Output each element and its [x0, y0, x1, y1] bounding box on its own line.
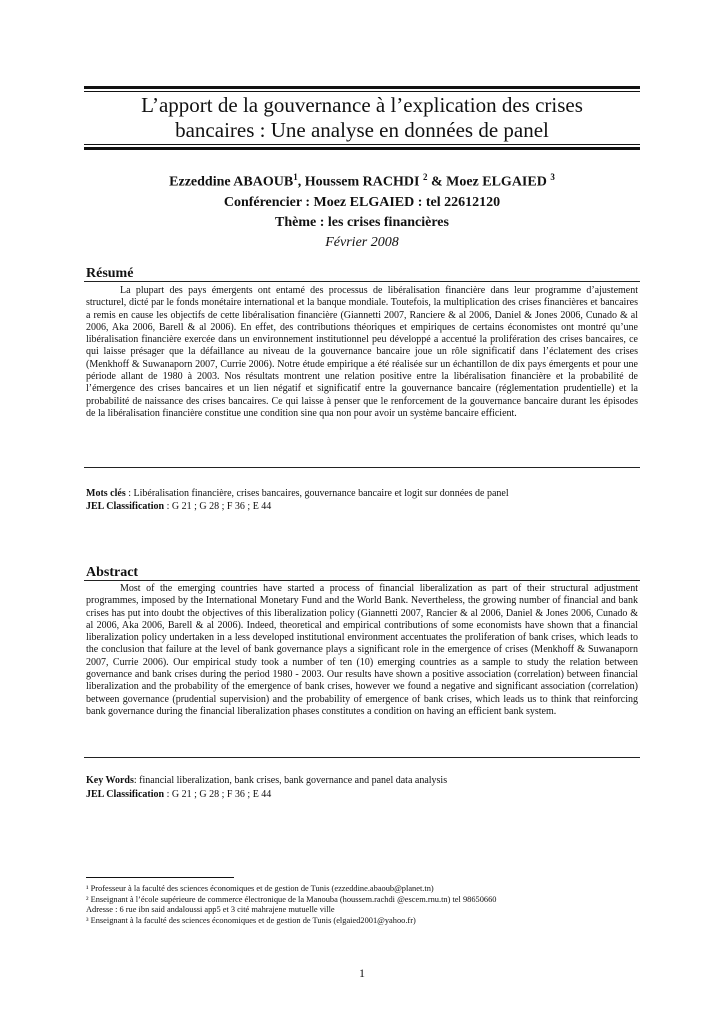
- jel-text: : G 21 ; G 28 ; F 36 ; E 44: [164, 501, 272, 512]
- page-title: [84, 93, 640, 143]
- jel-text: : G 21 ; G 28 ; F 36 ; E 44: [164, 789, 272, 800]
- author-line: [84, 167, 640, 193]
- footnote-item: ² Enseignant à l’école supérieure de commerce électronique de la Manouba (houssem.rachdi @escem.rnu.tn) tel 98650660: [86, 894, 497, 904]
- resume-heading: Résumé: [86, 266, 134, 281]
- author-footnote-mark: 3: [550, 172, 555, 182]
- resume-keywords: [86, 487, 638, 500]
- title-line-2: bancaires : Une analyse en données de panel: [175, 118, 549, 142]
- author-name: Ezzeddine ABAOUB: [169, 174, 294, 190]
- resume-bottom-rule: [84, 467, 640, 468]
- abstract-heading: Abstract: [86, 565, 139, 580]
- author-block: [84, 167, 640, 253]
- resume-heading-rule: [84, 281, 640, 282]
- author-name: , Houssem RACHDI: [297, 174, 420, 190]
- resume-paragraph: [86, 285, 638, 420]
- keywords-text: : financial liberalization, bank crises, bank governance and panel data analysis: [133, 775, 448, 786]
- title-line-1: L’apport de la gouvernance à l’explication des crises: [141, 93, 583, 117]
- abstract-keywords: [86, 774, 638, 787]
- jel-label: JEL Classification: [86, 501, 165, 512]
- abstract-text: Most of the emerging countries have started a process of financial liberalization as part of their structural adjustment programmes, imposed by the International Monetary Fund and the World Bank. Nevertheless, the growing number of financial and bank crises has put into doubt the objectives of this liberalization policy (Giannetti 2007, Rancier & al 2006, Daniel & Jones 2006, Cunado & al 2006, Aka 2006, Barell & al 2006). Indeed, theoretical and empirical contributions of some economists have shown that a financial liberalization policy undertaken in a less developed institutional environment accentuates the proliferation of bank crises, which leads to the conclusion that failure at the level of bank governance plays a significant role in the emergence of crises (Menkhoff & Suwanaporn 2007, Currie 2006). Our empirical study took a number of ten (10) emerging countries as a sample to study the relation between governance and bank crises during the period 1980 - 2003. Our results have shown a positive association (correlation) between financial liberalization and the probability of the emergence of bank crises, however we found a negative and significant association (correlation) between governance (prudential supervision) and the probability of emergence of bank crises, which leads us to think that reinforcing bank governance during the financial liberalization phases constitutes a condition on having an efficient bank system.: [86, 583, 638, 717]
- conference-line: Conférencier : Moez ELGAIED : tel 22612120: [223, 194, 501, 210]
- footnote-item: ³ Enseignant à la faculté des sciences économiques et de gestion de Tunis (elgaied2001@yahoo.fr): [86, 916, 416, 926]
- title-top-rule-thin: [84, 91, 640, 92]
- author-name: & Moez ELGAIED: [427, 174, 547, 190]
- title-bottom-rule-thin: [84, 144, 640, 145]
- keywords-text: : Libéralisation financière, crises bancaires, gouvernance bancaire et logit sur données de panel: [125, 488, 509, 499]
- abstract-bottom-rule: [84, 757, 640, 758]
- author-footnote-mark: 1: [293, 172, 298, 182]
- abstract-paragraph: [86, 583, 638, 718]
- keywords-label: Key Words: [86, 775, 134, 786]
- author-footnote-mark: 2: [422, 172, 428, 182]
- keywords-label: Mots clés: [86, 488, 126, 499]
- footnote-item: Adresse : 6 rue ibn said andaloussi app5 et 3 cité mahrajene mutuelle ville: [86, 905, 335, 915]
- footnote-separator: [86, 877, 234, 878]
- jel-label: JEL Classification: [86, 789, 165, 800]
- footnotes: [86, 884, 646, 927]
- title-bottom-rule: [84, 147, 640, 150]
- abstract-heading-rule: [84, 580, 640, 581]
- date-line: Février 2008: [325, 234, 399, 250]
- page-number: 1: [359, 966, 365, 980]
- resume-text: La plupart des pays émergents ont entamé des processus de libéralisation financière dans leur programme d’ajustement structurel, dicté par le fonds monétaire international et la banque mondiale. Toutefois, la multiplication des crises financières et bancaires a remis en cause les objectifs de cette libéralisation financière (Giannetti 2007, Ranciere & al 2006, Daniel & Jones 2006, Cunado & al 2006, Aka 2006, Barell & al 2006). En effet, des contributions théoriques et empiriques de certains économistes ont montré qu’une libéralisation financière exercée dans un environnement institutionnel peu développé a accentué la prolifération des crises bancaires, ce qui laisse présager que la défaillance au niveau de la gouvernance bancaire joue un rôle significatif dans l’éclatement des crises (Menkhoff & Suwanaporn 2007, Currie 2006). Notre étude empirique a été réalisée sur un échantillon de dix pays émergents et pour une période allant de 1980 à 2003. Nos résultats montrent une relation positive entre la libéralisation financière et la probabilité de l’émergence des crises bancaires et un lien négatif et significatif entre la gouvernance bancaire (réglementation prudentielle) et la probabilité de naissance des crises bancaires. Ce qui laisse à penser que le renforcement de la gouvernance bancaire durant les épisodes de la libéralisation financière constitue une condition sine qua non pour avoir un système bancaire efficient.: [86, 285, 638, 419]
- resume-jel: [86, 500, 638, 513]
- footnote-item: ¹ Professeur à la faculté des sciences économiques et de gestion de Tunis (ezzeddine.abaoub@planet.tn): [86, 884, 434, 893]
- title-top-rule: [84, 86, 640, 89]
- abstract-jel: [86, 788, 638, 801]
- theme-line: Thème : les crises financières: [275, 214, 449, 230]
